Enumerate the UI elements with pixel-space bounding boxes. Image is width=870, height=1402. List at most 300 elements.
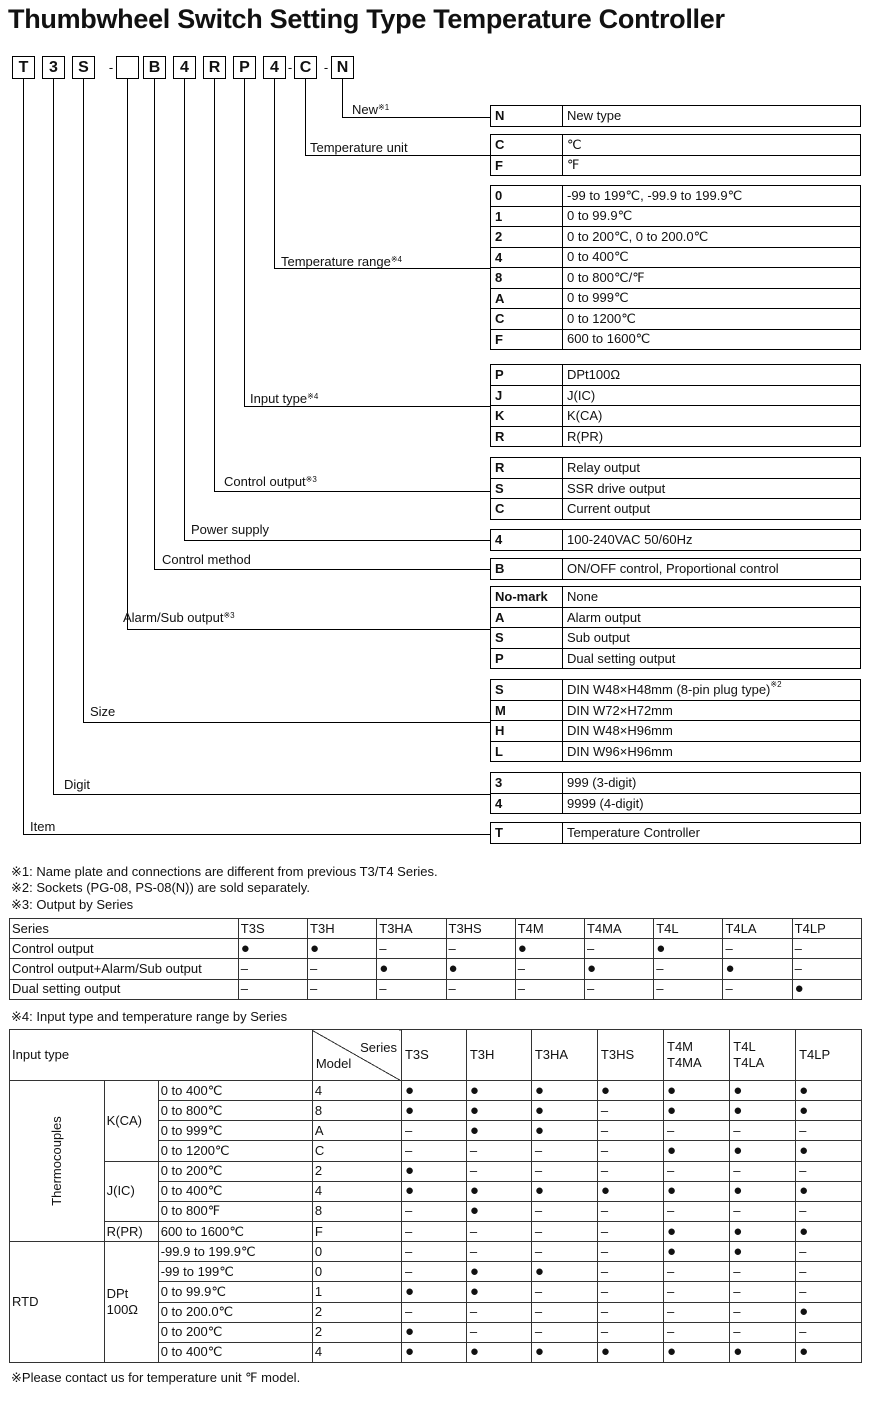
dot-mark: ●	[310, 939, 320, 957]
availability-cell	[401, 1101, 466, 1121]
connector-line	[23, 834, 490, 835]
temperature-range: 0 to 400℃	[158, 1342, 312, 1362]
header-series-name: T3HA	[377, 919, 446, 939]
table-row	[10, 1081, 862, 1101]
availability-cell: –	[446, 939, 515, 959]
option-desc: None	[563, 587, 861, 608]
temperature-range: 0 to 400℃	[158, 1181, 312, 1201]
connector-line	[53, 794, 490, 795]
option-desc: New type	[563, 106, 861, 127]
field-label	[30, 819, 55, 835]
option-code: T	[491, 823, 563, 844]
option-desc: 0 to 99.9℃	[563, 206, 861, 227]
availability-cell: –	[597, 1322, 663, 1342]
connector-line	[214, 79, 215, 491]
option-row	[491, 773, 861, 794]
availability-cell	[401, 1342, 466, 1362]
availability-cell: –	[796, 1161, 862, 1181]
availability-cell	[466, 1181, 531, 1201]
dot-mark: ●	[379, 959, 389, 977]
dot-mark: ●	[517, 939, 527, 957]
option-desc: 0 to 800℃/℉	[563, 268, 861, 289]
field-label-text: Power supply	[191, 522, 270, 537]
availability-cell	[308, 939, 377, 959]
option-code: N	[491, 106, 563, 127]
dot-mark: ●	[600, 1182, 610, 1200]
dot-mark: ●	[404, 1101, 415, 1119]
connector-line	[83, 722, 490, 723]
availability-cell	[446, 959, 515, 979]
temperature-range: 0 to 200.0℃	[158, 1302, 312, 1322]
availability-cell: –	[531, 1282, 597, 1302]
input-type-by-series-table	[9, 1029, 862, 1363]
code-box-4	[116, 56, 139, 79]
availability-cell	[466, 1201, 531, 1221]
availability-cell: –	[597, 1121, 663, 1141]
field-label-note: ※1	[378, 103, 390, 112]
option-row	[491, 741, 861, 762]
code-separator: -	[108, 60, 114, 75]
option-desc: Current output	[563, 499, 861, 520]
header-series-name: T4M T4MA	[664, 1030, 730, 1081]
option-code: S	[491, 478, 563, 499]
dot-mark: ●	[725, 959, 735, 977]
code-box-11: N	[331, 56, 354, 79]
field-label	[123, 610, 235, 626]
input-subtype: J(IC)	[104, 1161, 158, 1221]
availability-cell: –	[723, 979, 792, 999]
availability-cell: –	[730, 1161, 796, 1181]
availability-cell: –	[796, 1201, 862, 1221]
option-code: H	[491, 721, 563, 742]
code-box-3: S	[72, 56, 95, 79]
dot-mark: ●	[534, 1121, 544, 1139]
dot-mark: ●	[534, 1182, 544, 1200]
option-code: C	[491, 499, 563, 520]
availability-cell	[796, 1141, 862, 1161]
dot-mark: ●	[404, 1081, 415, 1099]
option-desc: Dual setting output	[563, 648, 861, 669]
availability-cell	[597, 1181, 663, 1201]
availability-cell: –	[796, 1242, 862, 1262]
availability-cell: –	[730, 1282, 796, 1302]
option-code: A	[491, 288, 563, 309]
option-code: 3	[491, 773, 563, 794]
option-row	[491, 793, 861, 814]
field-label-note: ※4	[307, 392, 319, 401]
option-desc: 600 to 1600℃	[563, 329, 861, 350]
row-label: Control output+Alarm/Sub output	[10, 959, 239, 979]
availability-cell	[730, 1221, 796, 1241]
connector-line	[127, 629, 490, 630]
option-row	[491, 155, 861, 176]
availability-cell	[664, 1221, 730, 1241]
option-row	[491, 700, 861, 721]
footer-note: ※Please contact us for temperature unit ℉ model.	[11, 1370, 301, 1385]
header-series-name: T3HS	[446, 919, 515, 939]
availability-cell	[401, 1181, 466, 1201]
availability-cell: –	[597, 1141, 663, 1161]
field-label-text: Item	[30, 819, 56, 834]
option-table	[490, 105, 861, 127]
model-code: 4	[312, 1081, 401, 1101]
availability-cell: –	[238, 979, 307, 999]
model-code: 4	[312, 1181, 401, 1201]
option-note: ※2	[770, 680, 782, 690]
field-label	[224, 474, 317, 490]
option-code: 1	[491, 206, 563, 227]
availability-cell: –	[531, 1141, 597, 1161]
availability-cell	[466, 1342, 531, 1362]
temperature-range: 0 to 400℃	[158, 1081, 312, 1101]
availability-cell: –	[730, 1322, 796, 1342]
availability-cell: –	[308, 959, 377, 979]
option-code: P	[491, 648, 563, 669]
option-row	[491, 288, 861, 309]
availability-cell: –	[308, 979, 377, 999]
model-code: 1	[312, 1282, 401, 1302]
option-desc: DPt100Ω	[563, 365, 861, 386]
dot-mark: ●	[404, 1282, 415, 1300]
availability-cell: –	[664, 1302, 730, 1322]
option-desc: DIN W72×H72mm	[563, 700, 861, 721]
field-label-text: Temperature unit	[310, 140, 408, 155]
model-code: 0	[312, 1262, 401, 1282]
availability-cell: –	[401, 1141, 466, 1161]
availability-cell: –	[466, 1242, 531, 1262]
availability-cell	[796, 1342, 862, 1362]
availability-cell: –	[531, 1242, 597, 1262]
dot-mark: ●	[799, 1303, 809, 1321]
dot-mark: ●	[404, 1182, 415, 1200]
availability-cell	[238, 939, 307, 959]
option-row	[491, 106, 861, 127]
header-series-name: T4LP	[796, 1030, 862, 1081]
temperature-range: 0 to 200℃	[158, 1322, 312, 1342]
connector-line	[53, 79, 54, 794]
option-code: C	[491, 135, 563, 156]
option-table	[490, 134, 861, 176]
dot-mark: ●	[469, 1262, 479, 1280]
option-row	[491, 559, 861, 580]
dot-mark: ●	[469, 1202, 479, 1220]
availability-cell: –	[597, 1282, 663, 1302]
header-series-name: T3HS	[597, 1030, 663, 1081]
dot-mark: ●	[534, 1343, 544, 1361]
option-row	[491, 206, 861, 227]
availability-cell: –	[597, 1242, 663, 1262]
header-series-name: T4L T4LA	[730, 1030, 796, 1081]
code-box-8: P	[233, 56, 256, 79]
availability-cell: –	[654, 979, 723, 999]
option-table	[490, 185, 861, 350]
availability-cell: –	[730, 1302, 796, 1322]
availability-cell: –	[664, 1201, 730, 1221]
table-row	[10, 1242, 862, 1262]
input-subtype: DPt 100Ω	[104, 1242, 158, 1363]
availability-cell: –	[664, 1262, 730, 1282]
option-code: 0	[491, 186, 563, 207]
availability-cell	[584, 959, 653, 979]
option-row	[491, 406, 861, 427]
availability-cell: –	[597, 1302, 663, 1322]
availability-cell	[466, 1282, 531, 1302]
header-series-name: T3S	[401, 1030, 466, 1081]
dot-mark: ●	[534, 1101, 544, 1119]
availability-cell: –	[401, 1302, 466, 1322]
dot-mark: ●	[667, 1242, 677, 1260]
model-code: 2	[312, 1302, 401, 1322]
code-box-10: C	[294, 56, 317, 79]
availability-cell	[664, 1101, 730, 1121]
dot-mark: ●	[799, 1343, 809, 1361]
connector-line	[342, 79, 343, 117]
connector-line	[244, 79, 245, 406]
header-model-series	[312, 1030, 401, 1081]
option-desc: J(IC)	[563, 385, 861, 406]
dot-mark: ●	[799, 1101, 809, 1119]
availability-cell	[531, 1262, 597, 1282]
option-desc: 999 (3-digit)	[563, 773, 861, 794]
dot-mark: ●	[600, 1343, 610, 1361]
table-row	[10, 979, 862, 999]
field-label	[162, 552, 251, 568]
header-series-name: T4LP	[792, 919, 861, 939]
table-row	[10, 1221, 862, 1241]
option-row	[491, 628, 861, 649]
dot-mark: ●	[404, 1162, 415, 1180]
option-table	[490, 822, 861, 844]
availability-cell: –	[401, 1121, 466, 1141]
availability-cell	[730, 1342, 796, 1362]
temperature-range: -99 to 199℃	[158, 1262, 312, 1282]
option-desc: K(CA)	[563, 406, 861, 427]
dot-mark: ●	[404, 1323, 415, 1341]
option-desc: Sub output	[563, 628, 861, 649]
availability-cell: –	[654, 959, 723, 979]
availability-cell: –	[531, 1161, 597, 1181]
availability-cell: –	[796, 1282, 862, 1302]
option-row	[491, 309, 861, 330]
option-desc: DIN W48×H48mm (8-pin plug type)$^{※2}$	[563, 680, 861, 701]
option-desc: 0 to 1200℃	[563, 309, 861, 330]
option-desc: Relay output	[563, 458, 861, 479]
availability-cell: –	[792, 939, 861, 959]
field-label	[310, 140, 408, 156]
dot-mark: ●	[667, 1222, 677, 1240]
dot-mark: ●	[799, 1222, 809, 1240]
dot-mark: ●	[469, 1081, 479, 1099]
code-box-6: 4	[173, 56, 196, 79]
option-code: S	[491, 628, 563, 649]
option-table	[490, 457, 861, 520]
availability-cell	[654, 939, 723, 959]
dot-mark: ●	[534, 1262, 544, 1280]
option-desc: ℃	[563, 135, 861, 156]
table-row	[10, 939, 862, 959]
availability-cell: –	[597, 1201, 663, 1221]
availability-cell: –	[515, 979, 584, 999]
temperature-range: 600 to 1600℃	[158, 1221, 312, 1241]
availability-cell	[730, 1101, 796, 1121]
option-code: R	[491, 458, 563, 479]
code-box-1: T	[12, 56, 35, 79]
temperature-range: 0 to 200℃	[158, 1161, 312, 1181]
dot-mark: ●	[469, 1182, 479, 1200]
availability-cell: –	[792, 959, 861, 979]
availability-cell	[723, 959, 792, 979]
availability-cell	[796, 1302, 862, 1322]
option-code: 8	[491, 268, 563, 289]
dot-mark: ●	[667, 1141, 677, 1159]
option-row	[491, 268, 861, 289]
availability-cell	[531, 1181, 597, 1201]
dot-mark: ●	[404, 1343, 415, 1361]
option-table	[490, 364, 861, 447]
header-series-name: T3S	[238, 919, 307, 939]
availability-cell	[531, 1121, 597, 1141]
header-series-name: T3HA	[531, 1030, 597, 1081]
model-code: 0	[312, 1242, 401, 1262]
field-label-text: Size	[90, 704, 116, 719]
availability-cell	[466, 1262, 531, 1282]
connector-line	[184, 540, 490, 541]
option-code: J	[491, 385, 563, 406]
input-subtype: K(CA)	[104, 1081, 158, 1162]
model-code: 8	[312, 1201, 401, 1221]
table-header-row	[10, 919, 862, 939]
model-code: 8	[312, 1101, 401, 1121]
input-category: RTD	[10, 1242, 105, 1363]
dot-mark: ●	[469, 1343, 479, 1361]
connector-line	[154, 79, 155, 569]
availability-cell: –	[401, 1262, 466, 1282]
option-code: M	[491, 700, 563, 721]
connector-line	[23, 79, 24, 834]
option-table	[490, 679, 861, 762]
temperature-range: 0 to 99.9℃	[158, 1282, 312, 1302]
availability-cell	[664, 1242, 730, 1262]
availability-cell: –	[796, 1121, 862, 1141]
connector-line	[274, 79, 275, 268]
option-desc: 0 to 400℃	[563, 247, 861, 268]
dot-mark: ●	[667, 1182, 677, 1200]
availability-cell	[796, 1181, 862, 1201]
note-1: ※1: Name plate and connections are different from previous T3/T4 Series.	[11, 864, 438, 879]
dot-mark: ●	[733, 1182, 743, 1200]
availability-cell: –	[466, 1221, 531, 1241]
option-row	[491, 680, 861, 701]
field-label	[90, 704, 115, 720]
field-label	[250, 391, 318, 407]
input-subtype: R(PR)	[104, 1221, 158, 1241]
dot-mark: ●	[733, 1101, 743, 1119]
availability-cell	[664, 1342, 730, 1362]
availability-cell	[377, 959, 446, 979]
header-series-name: T3H	[466, 1030, 531, 1081]
temperature-range: 0 to 800℃	[158, 1101, 312, 1121]
dot-mark: ●	[733, 1222, 743, 1240]
dot-mark: ●	[794, 980, 804, 998]
field-label	[64, 777, 90, 793]
table-header-row	[10, 1030, 862, 1081]
option-desc: ON/OFF control, Proportional control	[563, 559, 861, 580]
dot-mark: ●	[733, 1081, 743, 1099]
option-row	[491, 607, 861, 628]
option-code: F	[491, 329, 563, 350]
note-3: ※3: Output by Series	[11, 897, 134, 912]
field-label-text: Temperature range	[281, 254, 391, 269]
temperature-range: 0 to 999℃	[158, 1121, 312, 1141]
output-by-series-table	[9, 918, 862, 1000]
option-code: P	[491, 365, 563, 386]
header-series-name: T4LA	[723, 919, 792, 939]
availability-cell	[531, 1081, 597, 1101]
model-code: C	[312, 1141, 401, 1161]
availability-cell	[531, 1342, 597, 1362]
option-desc: ℉	[563, 155, 861, 176]
header-series: Series	[10, 919, 239, 939]
field-label-text: Control output	[224, 474, 306, 489]
dot-mark: ●	[667, 1081, 677, 1099]
option-row	[491, 247, 861, 268]
availability-cell	[401, 1081, 466, 1101]
field-label-note: ※4	[390, 255, 402, 264]
availability-cell	[664, 1141, 730, 1161]
dot-mark: ●	[586, 959, 597, 977]
availability-cell: –	[401, 1242, 466, 1262]
model-code: 2	[312, 1322, 401, 1342]
option-row	[491, 587, 861, 608]
dot-mark: ●	[656, 939, 666, 957]
code-box-5: B	[143, 56, 166, 79]
availability-cell: –	[584, 979, 653, 999]
page-title: Thumbwheel Switch Setting Type Temperature Controller	[8, 4, 725, 34]
availability-cell	[466, 1081, 531, 1101]
dot-mark: ●	[534, 1081, 544, 1099]
option-desc: -99 to 199℃, -99.9 to 199.9℃	[563, 186, 861, 207]
availability-cell: –	[377, 979, 446, 999]
table-row	[10, 1161, 862, 1181]
option-code: C	[491, 309, 563, 330]
availability-cell: –	[664, 1161, 730, 1181]
temperature-range: 0 to 800℉	[158, 1201, 312, 1221]
code-box-2: 3	[42, 56, 65, 79]
row-label: Control output	[10, 939, 239, 959]
option-code: A	[491, 607, 563, 628]
header-series-name: T4MA	[584, 919, 653, 939]
option-desc: SSR drive output	[563, 478, 861, 499]
availability-cell	[796, 1081, 862, 1101]
availability-cell: –	[401, 1201, 466, 1221]
option-table	[490, 529, 861, 551]
option-row	[491, 721, 861, 742]
option-row	[491, 329, 861, 350]
availability-cell: –	[401, 1221, 466, 1241]
code-box-9: 4	[263, 56, 286, 79]
header-input-type: Input type	[10, 1030, 313, 1081]
availability-cell	[730, 1141, 796, 1161]
availability-cell	[401, 1282, 466, 1302]
note-4: ※4: Input type and temperature range by Series	[11, 1009, 288, 1024]
availability-cell: –	[466, 1161, 531, 1181]
availability-cell: –	[377, 939, 446, 959]
field-label	[281, 254, 402, 270]
option-code: 4	[491, 247, 563, 268]
option-row	[491, 365, 861, 386]
availability-cell: –	[446, 979, 515, 999]
option-table	[490, 586, 861, 669]
